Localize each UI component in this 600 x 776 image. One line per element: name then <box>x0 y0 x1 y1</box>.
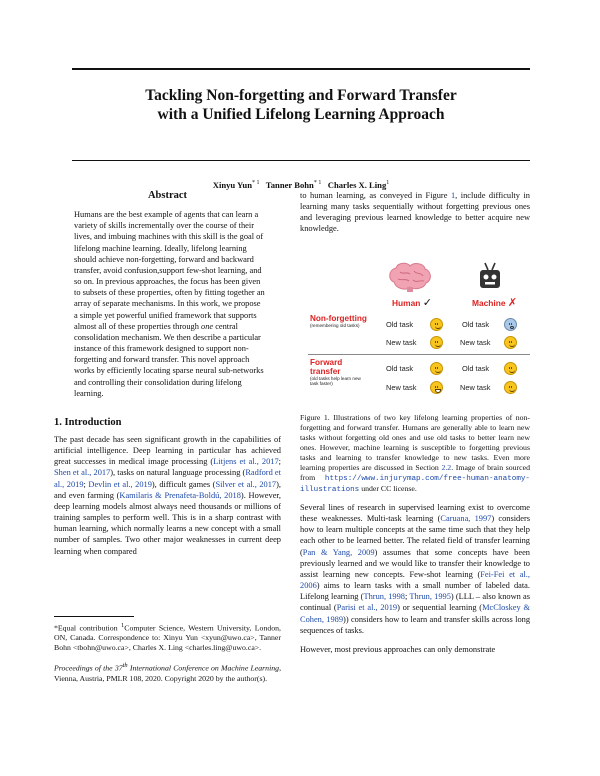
caption-text: . Image of brain sourced from <box>300 463 530 482</box>
brain-image-url-link[interactable]: https://www.injurymap.com/free-human-anatomy-illustrations <box>300 475 530 494</box>
section-ref-link[interactable]: 2.2 <box>441 463 452 472</box>
citation-link[interactable]: Parisi et al., 2019 <box>336 603 398 613</box>
paper-title <box>72 86 530 124</box>
row-divider <box>308 354 530 355</box>
right-text: ) assumes that some concepts have been previously learned and we would like to transfer their knowledge to assist learning new concepts. Few-shot learning ( <box>300 547 530 579</box>
smile-emoji-icon <box>504 362 517 375</box>
footnote-affil-text: Computer Science, Western University, London, ON, Canada. Correspondence to: Xinyu Yun <xyun@uwo.ca>, Tanner Bohn <tbohn@uwo.ca>, Charles X. Ling <charles.ling@uwo.ca>. <box>54 623 281 653</box>
caption-text: under CC license. <box>359 484 417 493</box>
proc-text: , Vienna, Austria, PMLR 108, 2020. Copyright 2020 by the author(s). <box>54 663 282 683</box>
cross-icon: ✗ <box>507 297 518 309</box>
abstract-emphasis: one <box>201 321 214 331</box>
intro-paragraph: The past decade has seen significant growth in the capabilities of artificial intelligence. Deep learning in particular has achieved great successes in medical image processing (Litjens et al., 2017; Shen et al., 2017), tasks on natural language processing (Radford et al., 2019; Devlin et al., 2019), difficult games (Silver et al., 2017), and even farming (Kamilaris & Prenafeta-Boldú, 2018). However, deep learning models almost always need thousands or millions of training samples to perform well. This is in a sharp contrast with human learning, which normally learns a new concept with a small number of samples. Two other major weaknesses in current deep learning when compared <box>54 434 282 556</box>
group-title: Forward transfer <box>310 358 343 376</box>
new-task-label: New task <box>386 338 417 347</box>
author-name: Charles X. Ling <box>327 180 387 190</box>
machine-label: Machine <box>472 298 506 308</box>
title-line-2: with a Unified Lifelong Learning Approach <box>157 106 445 123</box>
citation-link[interactable]: Pan & Yang, 2009 <box>302 547 375 557</box>
caption-label: Figure 1. <box>300 413 330 422</box>
citation-link[interactable]: Fei-Fei et al., 2006 <box>300 569 530 591</box>
citation-link[interactable]: Caruana, 1997 <box>440 514 492 524</box>
left-column <box>54 190 281 557</box>
author-name: Xinyu Yun <box>212 180 252 190</box>
group-title: Non-forgetting <box>310 314 367 323</box>
fearful-emoji-icon <box>504 318 517 331</box>
abstract-text <box>74 209 265 399</box>
right-paragraph: Several lines of research in supervised learning exist to overcome these weaknesses. Multi-task learning (Caruana, 1997) considers how to learn multiple concepts at the same time such that they help each other to be learned better. The related field of transfer learning (Pan & Yang, 2009) assumes that some concepts have been previously learned and we would like to transfer their knowledge to assist learning new concepts. Few-shot learning (Fei-Fei et al., 2006) aims to learn tasks with a small number of labeled data. Lifelong learning (Thrun, 1998; Thrun, 1995) (LLL – also known as continual (Parisi et al., 2019) or sequential learning (McCloskey & Cohen, 1989)) considers how to learn and transfer skills across long sequences of tasks. <box>300 503 531 635</box>
smile-emoji-icon <box>430 336 443 349</box>
forward-transfer-label <box>310 358 370 387</box>
right-text: Several lines of research in supervised learning exist to overcome these weaknesses. Multi-task learning ( <box>300 503 530 524</box>
smile-emoji-icon <box>504 381 517 394</box>
human-label: Human <box>392 298 421 308</box>
right-text: ) considers how to learn multiple concepts at the same time such that they help each other to be learned better. The related field of transfer learning ( <box>300 514 531 557</box>
author-mark: * 1 <box>252 180 260 187</box>
citation-link[interactable]: Kamilaris & Prenafeta-Boldú, 2018 <box>119 490 241 500</box>
proceedings-note <box>54 661 281 684</box>
machine-header <box>472 296 517 309</box>
proc-sup: th <box>122 662 128 670</box>
title-top-rule <box>72 68 530 70</box>
right-text: ) (LLL – also known as continual ( <box>300 592 530 613</box>
old-task-label: Old task <box>462 320 490 329</box>
intro-text: The past decade has seen significant growth in the capabilities of artificial intelligence. Deep learning in particular has achieved great successes in medical image processing ( <box>54 434 281 467</box>
new-task-label: New task <box>386 383 417 392</box>
figure-ref-link[interactable]: 1 <box>450 191 456 200</box>
citation-link[interactable]: Silver et al., 2017 <box>215 479 277 489</box>
right-paragraph: However, most previous approaches can only demonstrate <box>300 644 496 654</box>
new-task-label: New task <box>460 338 491 347</box>
smile-emoji-icon <box>430 318 443 331</box>
intro-text: ), and even farming ( <box>54 479 282 500</box>
citation-link[interactable]: Shen et al., 2017 <box>54 468 111 478</box>
author-mark: * 1 <box>313 180 322 187</box>
robot-icon <box>478 262 502 292</box>
citation-link[interactable]: Thrun, 1998 <box>363 592 405 602</box>
nonforgetting-label <box>310 314 370 328</box>
citation-link[interactable]: Thrun, 1995 <box>409 592 451 602</box>
group-note: (remembering old tasks) <box>310 323 360 328</box>
right-text: , include difficulty in learning many tasks sequentially without forgetting previous ones and leveraging previous learned knowledge to better acquire new knowledge. <box>300 191 530 234</box>
right-text: ) or sequential learning ( <box>397 603 483 613</box>
proc-text: Proceedings of the 37 <box>54 663 123 673</box>
smile-emoji-icon <box>504 336 517 349</box>
old-task-label: Old task <box>386 320 414 329</box>
figure-1 <box>300 262 530 408</box>
right-text: ) aims to learn tasks with a small number of labeled data. Lifelong learning ( <box>300 581 530 602</box>
human-header <box>392 296 432 309</box>
caption-text: Illustrations of two key lifelong learning properties of non-forgetting and forward transfer. Humans are generally able to learn new tasks without forgetting old ones and use old tasks to better learn new ones. However, machine learning is susceptible to forgetting previous tasks and learning to transfer knowledge to new tasks. Even more learning properties are discussed in Section <box>300 413 531 472</box>
intro-text: ). However, deep learning models almost always need thousands or millions of training samples to perform well. This is in a sharp contrast with human learning, which normally learns a new concept with a small number of samples. Two other major weaknesses in current deep learning when compared <box>54 490 281 556</box>
right-column-top <box>300 190 530 235</box>
new-task-label: New task <box>460 383 491 392</box>
right-text: )) considers how to learn and transfer skills across long sequences of tasks. <box>300 614 531 635</box>
abstract-body-end: central consolidation mechanism. We then describe a particular instance of this framework designed to support non-forgetting and forward transfer. This novel approach works by efficiently locating sparse neural sub-networks and controlling their consolidation during lifelong learning. <box>74 321 264 398</box>
citation-link[interactable]: Devlin et al., 2019 <box>88 479 152 489</box>
old-task-label: Old task <box>386 364 414 373</box>
citation-link[interactable]: McCloskey & Cohen, 1989 <box>300 603 530 624</box>
footnote-equal: *Equal contribution <box>54 623 121 633</box>
figure-caption <box>300 413 530 495</box>
footnote <box>54 616 281 684</box>
title-bottom-rule <box>72 160 530 161</box>
author-mark: 1 <box>386 180 390 187</box>
right-text: to human learning, as conveyed in Figure <box>300 191 451 200</box>
right-column-body <box>300 502 530 655</box>
abstract-body: Humans are the best example of agents that can learn a variety of skills incrementally over the course of their lives, and imbuing machines with this skill is the goal of lifelong machine learning. Ideally, lifelong learning should achieve non-forgetting, forward and backward transfer, avoid confusion,support few-shot learning, and so on. In previous approaches, the focus has been given to subsets of these properties, often by fitting together an array of separate mechanisms. In this work, we propose a simple yet powerful unified framework that supports almost all of these properties through <box>74 210 265 331</box>
citation-link[interactable]: Litjens et al., 2017 <box>213 457 279 467</box>
grin-emoji-icon <box>430 381 443 394</box>
author-list <box>72 180 530 190</box>
intro-text: ), difficult games ( <box>151 479 216 489</box>
group-note: (old tasks help learn new task faster) <box>310 376 361 387</box>
old-task-label: Old task <box>462 364 490 373</box>
smile-emoji-icon <box>430 362 443 375</box>
check-icon: ✓ <box>422 297 432 309</box>
proc-text: International Conference on Machine Learning <box>127 663 280 673</box>
footnote-affiliation: *Equal contribution $^1$Computer Science, Western University, London, ON, Canada. Correspondence to: Xinyu Yun <xyun@uwo.ca>, Tanner Bohn <tbohn@uwo.ca>, Charles X. Ling <charles.ling@uwo.ca>. <box>54 621 281 653</box>
footnote-rule <box>54 616 134 617</box>
title-line-1: Tackling Non-forgetting and Forward Transfer <box>145 87 457 104</box>
right-intro-text <box>300 190 530 235</box>
abstract-heading: Abstract <box>147 190 188 201</box>
author-name: Tanner Bohn <box>265 180 314 190</box>
intro-heading: 1. Introduction <box>54 416 122 428</box>
intro-text: ), tasks on natural language processing ( <box>110 468 246 478</box>
citation-link[interactable]: Radford et al., 2019 <box>54 468 281 489</box>
brain-icon <box>388 262 432 292</box>
